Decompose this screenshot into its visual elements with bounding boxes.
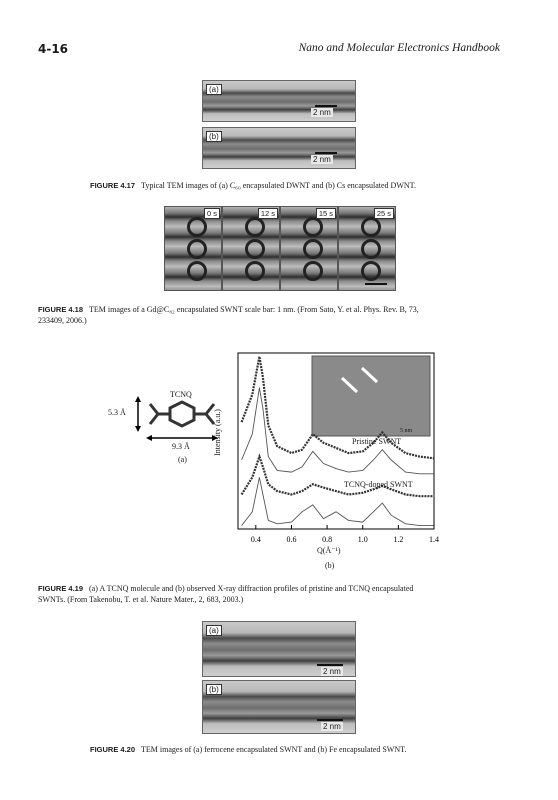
fullerene-ring [303, 217, 323, 237]
fullerene-ring [361, 239, 381, 259]
figure-caption [90, 180, 510, 191]
figure-label: FIGURE 4.20 [90, 745, 136, 754]
tem-frame [222, 206, 280, 291]
caption-text: TEM images of (a) ferrocene encapsulated SWNT and (b) Fe encapsulated SWNT. [141, 745, 407, 754]
arrow-head [135, 396, 141, 402]
series-label-tcnq: TCNQ-doped SWNT [344, 480, 413, 489]
x-axis-ticks [251, 525, 439, 544]
series-line-2 [242, 457, 434, 497]
tem-image-cs-dwnt [202, 127, 356, 169]
fullerene-ring [303, 261, 323, 281]
time-label: 15 s [316, 208, 336, 219]
molecule-height-label: 5.3 Å [108, 408, 126, 417]
arrow-head [146, 435, 152, 441]
caption-text: (a) A TCNQ molecule and (b) observed X-ray diffraction profiles of pristine and TCNQ encapsulated [89, 584, 414, 593]
molecule-width-label: 9.3 Å [172, 442, 190, 451]
tcnq-structure [150, 402, 214, 426]
tem-frame [164, 206, 222, 291]
panel-label-a: (a) [206, 84, 222, 95]
figure-label: FIGURE 4.19 [38, 584, 84, 593]
molecule-name: TCNQ [170, 390, 192, 399]
tem-inset-image [312, 356, 430, 436]
fullerene-ring [361, 217, 381, 237]
fullerene-ring [187, 217, 207, 237]
x-tick-label: 0.6 [286, 535, 297, 544]
scale-bar [317, 719, 343, 721]
x-tick-label: 0.8 [322, 535, 333, 544]
figure-caption [38, 304, 508, 326]
panel-label-a: (a) [206, 625, 222, 636]
panel-label-b: (b) [206, 684, 222, 695]
scale-label: 2 nm [313, 155, 331, 164]
scale-label: 2 nm [323, 667, 341, 676]
time-label: 25 s [374, 208, 394, 219]
series-label-pristine: Pristine SWNT [352, 437, 402, 446]
fullerene-ring [187, 261, 207, 281]
time-label: 12 s [258, 208, 278, 219]
x-tick-label: 1.4 [429, 535, 439, 544]
caption-text: Typical TEM images of (a) C₆₀ encapsulated DWNT and (b) Cs encapsulated DWNT. [141, 181, 416, 190]
tem-frame [280, 206, 338, 291]
tem-image-fe-swnt [202, 680, 356, 734]
scale-bar [317, 664, 343, 666]
caption-text-cont: SWNTs. (From Takenobu, T. et al. Nature Mater., 2, 683, 2003.) [38, 595, 244, 604]
figure-label: FIGURE 4.17 [90, 181, 136, 190]
x-tick-label: 1.2 [393, 535, 404, 544]
bond [150, 404, 158, 414]
benzene-ring [170, 402, 194, 426]
page-number: 4-16 [38, 42, 69, 56]
scale-bar [315, 105, 337, 107]
running-title: Nano and Molecular Electronics Handbook [298, 42, 500, 54]
figure-label: FIGURE 4.18 [38, 305, 84, 314]
tem-frame [338, 206, 396, 291]
x-tick-label: 0.4 [250, 535, 261, 544]
scale-label: 2 nm [323, 722, 341, 731]
tem-image-c60-dwnt [202, 80, 356, 122]
bond [150, 414, 158, 424]
scale-bar [365, 283, 387, 285]
time-label: 0 s [204, 208, 220, 219]
panel-label-a: (a) [178, 455, 187, 464]
figure-caption [90, 744, 510, 755]
caption-text-cont: 233409, 2006.) [38, 316, 87, 325]
fullerene-ring [303, 239, 323, 259]
x-tick-label: 1.0 [357, 535, 368, 544]
arrow-head [135, 426, 141, 432]
panel-label-b: (b) [206, 131, 222, 142]
figure-caption [38, 583, 518, 605]
fullerene-ring [245, 217, 265, 237]
xrd-profile-chart [222, 348, 442, 566]
fullerene-ring [187, 239, 207, 259]
inset-scale-label: 5 nm [400, 428, 413, 434]
fullerene-ring [361, 261, 381, 281]
caption-text: TEM images of a Gd@C₈₂ encapsulated SWNT scale bar: 1 nm. (From Sato, Y. et al. Phys. Rev. B, 73, [89, 305, 419, 314]
y-axis-label: Intensity (a.u.) [212, 409, 222, 456]
scale-bar [315, 152, 337, 154]
scale-label: 2 nm [313, 108, 331, 117]
panel-label-b: (b) [325, 561, 335, 570]
fullerene-ring [245, 261, 265, 281]
tem-image-ferrocene-swnt [202, 621, 356, 677]
x-axis-label: Q(Å⁻¹) [317, 546, 341, 555]
fullerene-ring [245, 239, 265, 259]
